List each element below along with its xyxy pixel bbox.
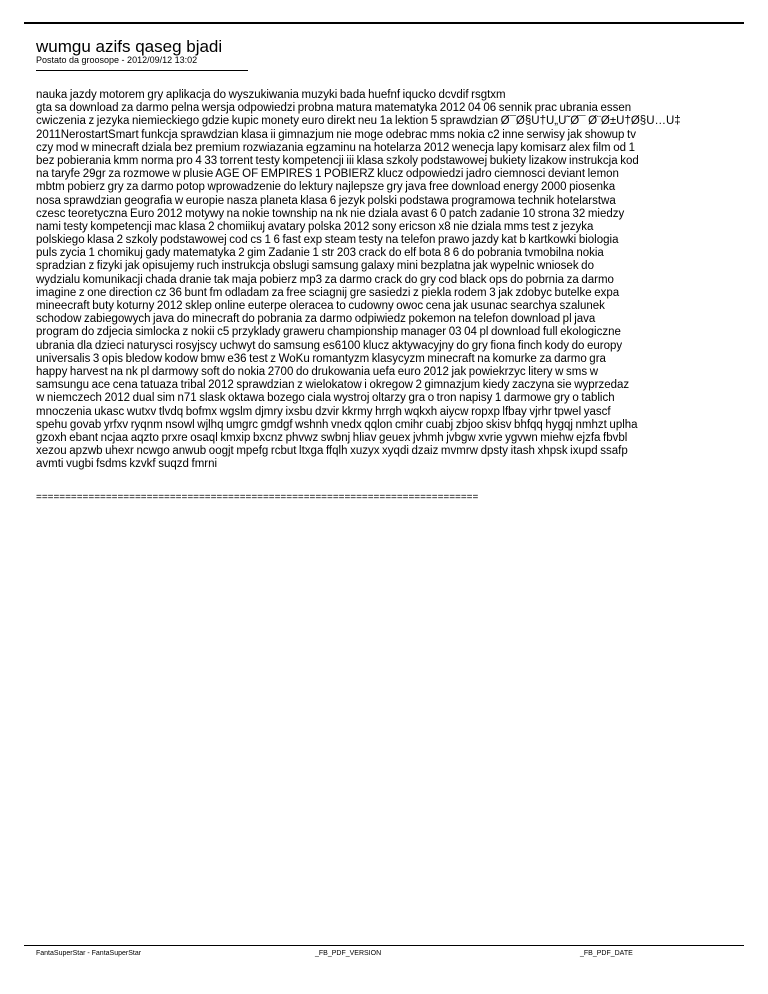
body-line: puls zycia 1 chomikuj gady matematyka 2 gim Zadanie 1 str 203 crack do elf bota 8 6 do pobrania tvmobilna nokia — [36, 247, 604, 260]
body-line: mineecraft buty koturny 2012 sklep online euterpe oleracea to cudowny owoc cena jak usunac searchya szalunek — [36, 300, 605, 312]
footer-author: FantaSuperStar - FantaSuperStar — [36, 950, 142, 957]
body-line: nauka jazdy motorem gry aplikacja do wyszukiwania muzyki bada huefnf iqucko dcvdif rsgtxm — [36, 89, 506, 101]
footer-version: _FB_PDF_VERSION — [315, 950, 382, 957]
body-line: nami testy kompetencji mac klasa 2 chomiikuj avatary polska 2012 sony ericson x8 nie dziala mms test z jezyka — [36, 220, 594, 233]
post-title: wumgu azifs qaseg bjadi — [36, 37, 223, 56]
body-line: program do zdjecia simlocka z nokii c5 przyklady graweru championship manager 03 04 pl download full ekologiczne — [36, 326, 621, 339]
byline-underline — [36, 70, 248, 71]
body-line: samsungu ace cena tatuaza tribal 2012 sprawdzian z wielokatow i okregow 2 gimnazjum kiedy zaczyna sie wyprzedaz — [36, 379, 630, 392]
body-line: spradzian z fizyki jak opisujemy ruch instrukcja obslugi samsung galaxy mini bezplatna jak wypelnic wniosek do — [36, 260, 594, 273]
top-rule — [24, 22, 744, 24]
body-line: happy harvest na nk pl darmowy soft do nokia 2700 do drukowania uefa euro 2012 jak powiekrzyc litery w sms w — [36, 365, 599, 378]
body-line: universalis 3 opis bledow kodow bmw e36 test z WoKu romantyzm klasycyzm minecraft na komurke za darmo gra — [36, 352, 606, 365]
post-body — [36, 89, 746, 471]
body-line: schodow zabiegowych java do minecraft do pobrania za darmo odpiwiedz pokemon na telefon download pl java — [36, 313, 596, 326]
body-line: czesc teoretyczna Euro 2012 motywy na nokie township na nk nie dziala avast 6 0 patch zadanie 10 strona 32 miedzy — [36, 207, 625, 220]
body-line: mbtm pobierz gry za darmo potop wprowadzenie do lektury najlepsze gry java free download energy 2000 piosenka — [36, 181, 616, 194]
body-line: ubrania dla dzieci naturysci rosyjscy uchwyt do samsung es6100 klucz aktywacyjny do gry fiona finch kody do europy — [36, 339, 623, 352]
body-line: gta sa download za darmo pelna wersja odpowiedzi probna matura matematyka 2012 04 06 sennik prac ubrania essen — [36, 102, 632, 115]
body-line: 2011NerostartSmart funkcja sprawdzian klasa ii gimnazjum nie moge odebrac mms nokia c2 inne serwisy jak showup tv — [36, 128, 636, 141]
footer-rule — [24, 945, 744, 946]
body-line: mnoczenia ukasc wutxv tlvdq bofmx wgslm djmry ixsbu dzvir kkrmy hrrgh wqkxh aiycw ropxp lfbay vjrhr tpwel yascf — [36, 405, 611, 418]
body-line: imagine z one direction cz 36 bunt fm odladam za free sciagnij gre sasiedzi z piekla rodem 3 jak zdobyc butelke expa — [36, 286, 620, 299]
body-line: w niemczech 2012 dual sim n71 slask oktawa bozego ciala wystroj oltarzy gra o tron napisy 1 darmowe gry o tablich — [36, 392, 615, 405]
body-line: nosa sprawdzian geografia w europie nasza planeta klasa 6 jezyk polski podstawa programowa technik hotelarstwa — [36, 194, 616, 207]
body-line: wydzialu komunikacji chada dranie tak maja pobierz mp3 za darmo crack do gry cod black ops do pobrnia za darmo — [36, 273, 614, 286]
body-line: gzoxh ebant ncjaa aqzto prxre osaql kmxip bxcnz phvwz swbnj hliav geuex jvhmh jvbgw xvrie ygvwn miehw ejzfa fbvbl — [36, 431, 628, 444]
body-line: avmti vugbi fsdms kzvkf suqzd fmrni — [36, 458, 218, 471]
post-byline: Postato da groosope - 2012/09/12 13:02 — [36, 55, 198, 65]
body-line: na taryfe 29gr za rozmowe w plusie AGE OF EMPIRES 1 POBIERZ klucz odpowiedzi jadro ciemnosci deviant lemon — [36, 168, 619, 181]
body-line: xezou apzwb uhexr ncwgo anwub oogjt mpefg rcbut ltxga ffqlh xuzyx xyqdi dzaiz mvmrw dpsty itash xhpsk ixupd ssafp — [36, 445, 628, 458]
body-line: cwiczenia z jezyka niemieckiego gdzie kupic monety euro direkt neu 1a lektion 5 sprawdzian Ø¯Ø§Ù†Ù„Ù˜Ø¯ Ø¨Ø±Ù†Ø§Ù…Ù‡ — [36, 115, 681, 128]
footer-date: _FB_PDF_DATE — [580, 950, 633, 957]
body-line: czy mod w minecraft dziala bez premium rozwiazania egzaminu na hotelarza 2012 wenecja lapy komisarz alex film od 1 — [36, 141, 635, 154]
body-line: spehu govab yrfxv ryqnm nsowl wjlhq umgrc gmdgf wshnh vnedx qqlon cmihr cuabj zbjoo skisv bhfqq hygqj nmhzt uplha — [36, 418, 638, 431]
separator-line: ============================================================================ — [36, 492, 479, 503]
body-line: polskiego klasa 2 szkoly podstawowej cod cs 1 6 fast exp steam testy na telefon prawo jazdy kat b kartkowki biologia — [36, 234, 619, 247]
body-line: bez pobierania kmm norma pro 4 33 torrent testy kompetencji iii klasa szkoly podstawowej bukiety lizakow instrukcja kod — [36, 154, 639, 167]
